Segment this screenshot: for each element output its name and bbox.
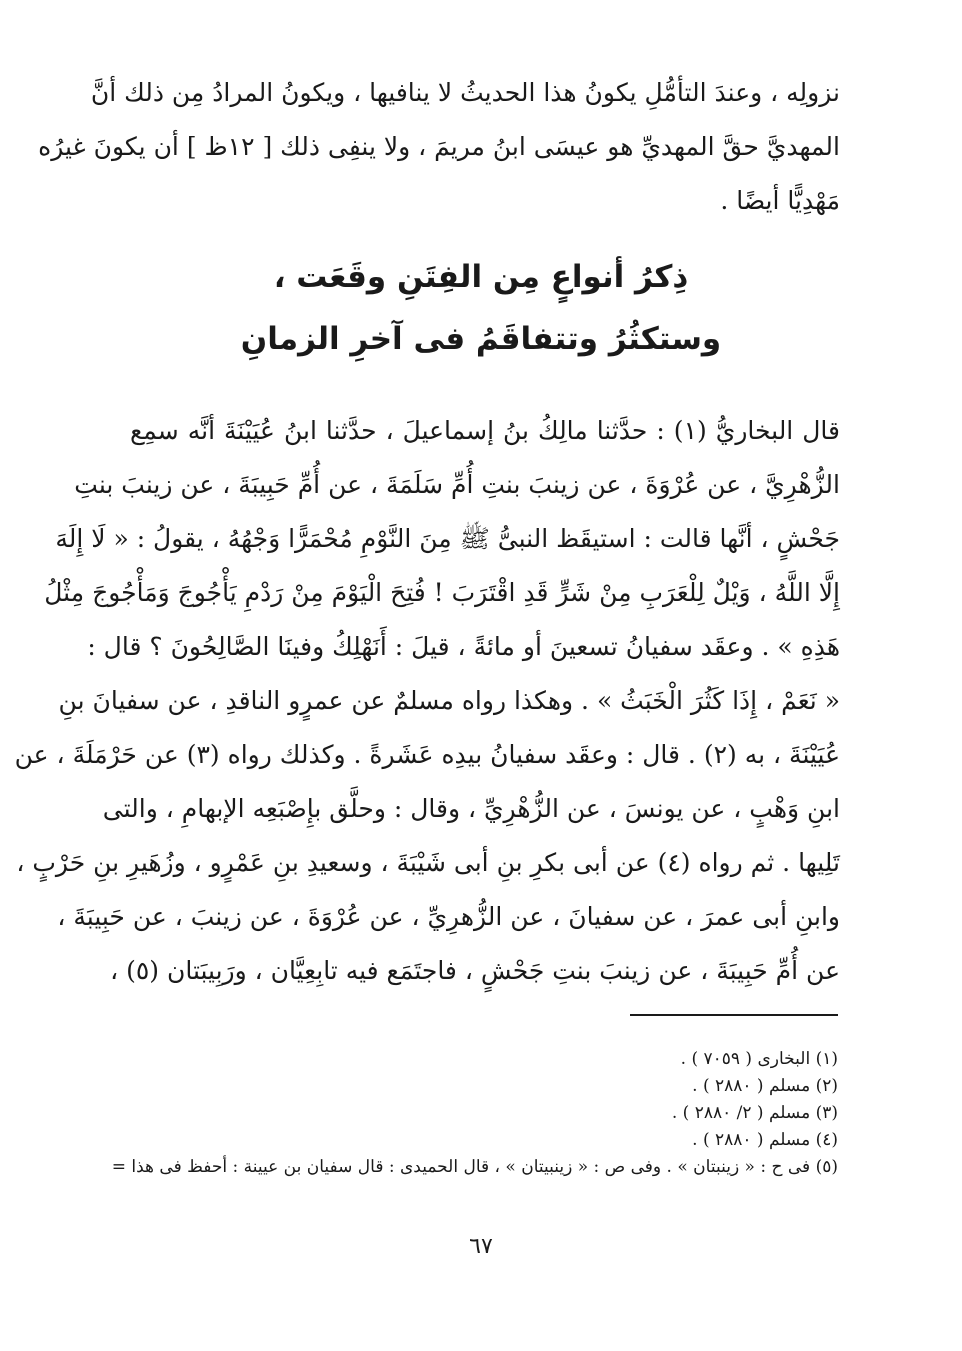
footnote-divider — [630, 1014, 838, 1016]
text-line: ابنِ وَهْبٍ ، عن يونسَ ، عن الزُّهْرِيِّ ، وقال : وحلَّق بإِصْبَعِه الإبهامِ ، والتى — [102, 794, 840, 823]
footnotes — [111, 1046, 838, 1181]
heading-line: وستكثُرُ وتتفاقَمُ فى آخرِ الزمانِ — [240, 321, 722, 357]
footnote: (١) البخارى ( ٧٠٥٩ ) . — [680, 1049, 838, 1069]
text-line: هَذِهِ » . وعقَد سفيانُ تسعينَ أو مائةً ، قيلَ : أَنَهْلِكُ وفينَا الصَّالِحُونَ ؟ قال : — [87, 632, 840, 661]
main-paragraph — [14, 404, 840, 998]
text-line: تَلِيها . ثم رواه (٤) عن أبى بكرِ بنِ أبى شَيْبَةَ ، وسعيدِ بنِ عَمْرٍو ، وزُهَيرِ بنِ حَرْبٍ ، — [16, 848, 840, 877]
footnote: (٢) مسلم ( ٢٨٨٠ ) . — [692, 1076, 838, 1096]
text-line: نزولِه ، وعندَ التأمُّلِ يكونُ هذا الحديثُ لا ينافيها ، ويكونُ المرادُ مِن ذلك أنَّ — [90, 78, 840, 107]
heading-line: ذِكرُ أنواعٍ مِن الفِتَنِ وقَعَت ، — [273, 259, 689, 295]
text-line: قال البخاريُّ (١) : حدَّثنا مالِكُ بنُ إسماعيلَ ، حدَّثنا ابنُ عُيَيْنَةَ أنَّه سمِع — [130, 416, 840, 445]
text-line: عُيَيْنَةَ ، به (٢) . قال : وعقَد سفيانُ بيدِه عَشَرةً . وكذلك رواه (٣) عن حَرْمَلَةَ ، عن — [14, 740, 840, 769]
text-line: « نَعَمْ ، إِذَا كَثُرَ الْخَبَثُ » . وهكذا رواه مسلمٌ عن عمرٍو الناقدِ ، عن سفيانَ بنِ — [58, 686, 840, 715]
footnote: (٥) فى ح : « زينبتان » . وفى ص : « زينبيتان » ، قال الحميدى : قال سفيان بن عيينة : أحفظ فى هذا = — [111, 1157, 838, 1177]
text-line: إِلَّا اللَّهُ ، وَيْلٌ لِلْعَرَبِ مِنْ شَرٍّ قَدِ اقْتَرَبَ ! فُتِحَ الْيَوْمَ مِنْ رَدْمِ يَأْجُوجَ وَمَأْجُوجَ مِثْلُ — [44, 578, 840, 607]
intro-paragraph — [38, 66, 840, 228]
footnote: (٤) مسلم ( ٢٨٨٠ ) . — [692, 1130, 838, 1150]
section-heading — [160, 246, 802, 370]
footnote: (٣) مسلم ( ٢/ ٢٨٨٠ ) . — [671, 1103, 838, 1123]
text-line: المهديَّ حقَّ المهديِّ هو عيسَى ابنُ مريمَ ، ولا ينفِى ذلك [ ١٢ظ ] أن يكونَ غيرُه — [38, 132, 840, 161]
text-line: مَهْدِيًّا أيضًا . — [720, 186, 840, 215]
text-line: جَحْشٍ ، أنَّها قالت : استيقَظ النبىُّ ﷺ مِنَ النَّوْمِ مُحْمَرًّا وَجْهُهُ ، يقولُ : « لَا إِلَهَ — [55, 524, 840, 553]
page-number: ٦٧ — [469, 1234, 493, 1259]
text-line: الزُّهْرِيَّ ، عن عُرْوَةَ ، عن زينبَ بنتِ أُمِّ سَلَمَةَ ، عن أُمِّ حَبِيبَةَ ، عن زينبَ بنتِ — [74, 470, 840, 499]
text-line: عن أُمِّ حَبِيبَةَ ، عن زينبَ بنتِ جَحْشٍ ، فاجتَمَع فيه تابِعِيَّان ، ورَبِيبَتان (٥) ، — [110, 956, 840, 985]
text-line: وابنِ أبى عمرَ ، عن سفيانَ ، عن الزُّهرِيِّ ، عن عُرْوَةَ ، عن زينبَ ، عن حَبِيبَةَ ، — [57, 902, 840, 931]
